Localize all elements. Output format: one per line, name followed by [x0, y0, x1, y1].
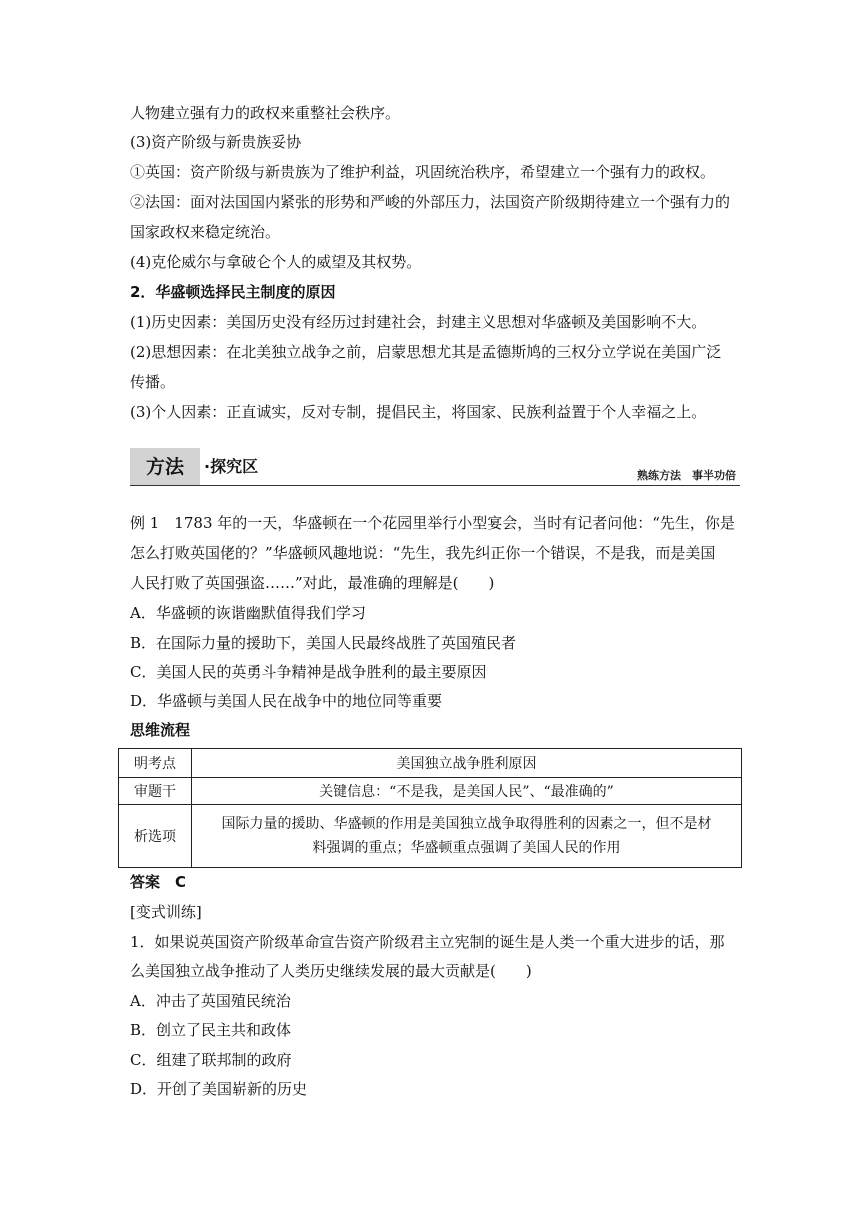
- text-line: (1)历史因素：美国历史没有经历过封建社会，封建主义思想对华盛顿及美国影响不大。: [130, 313, 707, 331]
- banner-subtitle: ·探究区: [204, 457, 259, 476]
- banner-tagline: 熟练方法 事半功倍: [637, 469, 736, 482]
- option-b: B．在国际力量的援助下，美国人民最终战胜了英国殖民者: [130, 634, 517, 652]
- text-line: (4)克伦威尔与拿破仑个人的威望及其权势。: [130, 253, 422, 271]
- section-banner: [130, 448, 740, 486]
- practice-title: [变式训练]: [130, 903, 202, 921]
- option-d: D．华盛顿与美国人民在战争中的地位同等重要: [130, 692, 443, 710]
- table-row: [119, 778, 742, 805]
- text-line: ②法国：面对法国国内紧张的形势和严峻的外部压力，法国资产阶级期待建立一个强有力的: [130, 193, 731, 211]
- option-a: A．冲击了英国殖民统治: [130, 992, 291, 1010]
- text-line: 人物建立强有力的政权来重整社会秩序。: [130, 104, 401, 122]
- table-cell-value: 美国独立战争胜利原因: [192, 749, 742, 778]
- option-c: C．美国人民的英勇斗争精神是战争胜利的最主要原因: [130, 663, 487, 681]
- option-c: C．组建了联邦制的政府: [130, 1051, 292, 1069]
- banner-title: 方法: [130, 448, 200, 486]
- text-line: (3)资产阶级与新贵族妥协: [130, 133, 302, 151]
- text-line: (3)个人因素：正直诚实，反对专制，提倡民主，将国家、民族利益置于个人幸福之上。: [130, 403, 707, 421]
- text-line: ①英国：资产阶级与新贵族为了维护利益，巩固统治秩序，希望建立一个强有力的政权。: [130, 163, 716, 181]
- table-cell-key: 明考点: [119, 749, 192, 778]
- table-cell-line: 国际力量的援助、华盛顿的作用是美国独立战争取得胜利的因素之一，但不是材: [221, 816, 712, 832]
- example-text: 例 1 1783 年的一天，华盛顿在一个花园里举行小型宴会，当时有记者问他：“先生，你是: [130, 514, 735, 532]
- table-row: [119, 805, 742, 868]
- practice-text: 么美国独立战争推动了人类历史继续发展的最大贡献是( ): [130, 962, 532, 980]
- text-line: 国家政权来稳定统治。: [130, 223, 281, 241]
- table-row: [119, 749, 742, 778]
- text-line: (2)思想因素：在北美独立战争之前，启蒙思想尤其是孟德斯鸠的三权分立学说在美国广泛: [130, 343, 722, 361]
- table-cell-line: 料强调的重点；华盛顿重点强调了美国人民的作用: [312, 840, 621, 856]
- table-cell-key: 析选项: [119, 805, 192, 868]
- thinking-flow-table: [118, 748, 742, 868]
- banner-rule: [130, 485, 740, 486]
- example-text: 怎么打败英国佬的？”华盛顿风趣地说：“先生，我先纠正你一个错误，不是我，而是美国: [130, 544, 716, 562]
- option-a: A．华盛顿的诙谐幽默值得我们学习: [130, 604, 366, 622]
- section-heading: 2．华盛顿选择民主制度的原因: [130, 283, 336, 301]
- example-text: 人民打败了英国强盗……”对此，最准确的理解是( ): [130, 574, 495, 592]
- practice-text: 1．如果说英国资产阶级革命宣告资产阶级君主立宪制的诞生是人类一个重大进步的话，那: [130, 933, 725, 951]
- option-b: B．创立了民主共和政体: [130, 1021, 292, 1039]
- table-cell-key: 审题干: [119, 778, 192, 805]
- table-cell-value: 关键信息：“不是我，是美国人民”、“最准确的”: [192, 778, 742, 805]
- text-line: 传播。: [130, 373, 176, 391]
- flow-title: 思维流程: [130, 721, 191, 739]
- table-cell-value: [192, 805, 742, 868]
- option-d: D．开创了美国崭新的历史: [130, 1080, 308, 1098]
- answer: 答案 C: [130, 873, 187, 891]
